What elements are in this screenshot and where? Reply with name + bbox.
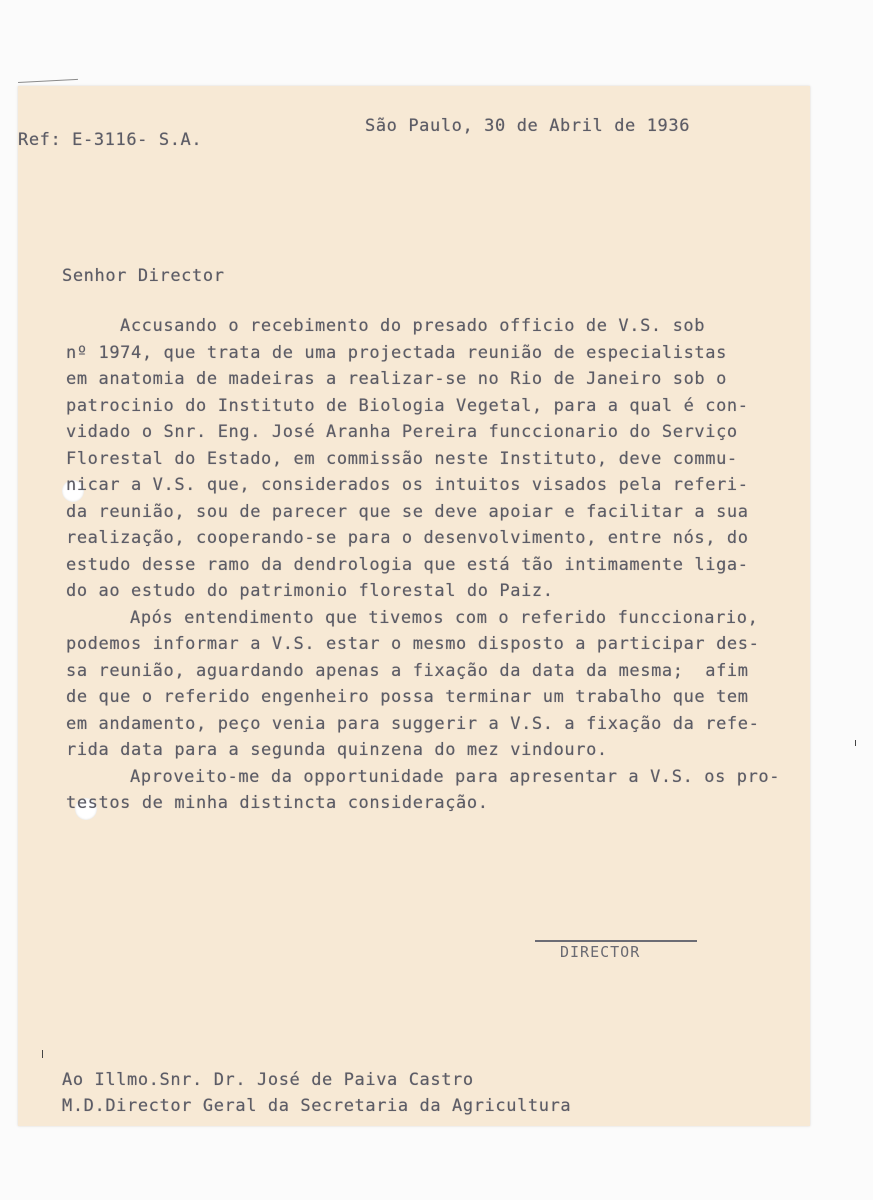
body-line: patrocinio do Instituto de Biologia Vegetal, para a qual é con-: [66, 396, 749, 416]
scan-mark: [855, 740, 856, 746]
addressee-title: M.D.Director Geral da Secretaria da Agricultura: [62, 1096, 572, 1116]
letter-date: São Paulo, 30 de Abril de 1936: [365, 116, 691, 136]
body-line: em andamento, peço venia para suggerir a V.S. a fixação da refe-: [66, 714, 760, 734]
body-line: sa reunião, aguardando apenas a fixação da data da mesma; afim: [66, 661, 749, 681]
scan-mark: [42, 1050, 43, 1058]
signature-title: DIRECTOR: [560, 943, 641, 961]
body-line: estudo desse ramo da dendrologia que está tão intimamente liga-: [66, 555, 749, 575]
addressee-name: Ao Illmo.Snr. Dr. José de Paiva Castro: [62, 1070, 474, 1090]
body-line: de que o referido engenheiro possa terminar um trabalho que tem: [66, 687, 749, 707]
body-line: vidado o Snr. Eng. José Aranha Pereira funccionario do Serviço: [66, 422, 738, 442]
body-line: rida data para a segunda quinzena do mez vindouro.: [66, 740, 608, 760]
body-line: Aproveito-me da opportunidade para apresentar a V.S. os pro-: [130, 767, 781, 787]
body-line: nº 1974, que trata de uma projectada reunião de especialistas: [66, 343, 727, 363]
signature-line: [535, 940, 697, 942]
body-line: em anatomia de madeiras a realizar-se no Rio de Janeiro sob o: [66, 369, 727, 389]
body-line: Florestal do Estado, em commissão neste Instituto, deve commu-: [66, 449, 738, 469]
body-line: nicar a V.S. que, considerados os intuitos visados pela referi-: [66, 475, 749, 495]
body-line: testos de minha distincta consideração.: [66, 793, 489, 813]
body-line: Após entendimento que tivemos com o referido funccionario,: [130, 608, 759, 628]
reference-number: Ref: E-3116- S.A.: [18, 130, 203, 150]
body-line: da reunião, sou de parecer que se deve apoiar e facilitar a sua: [66, 502, 749, 522]
body-line: realização, cooperando-se para o desenvolvimento, entre nós, do: [66, 528, 749, 548]
body-line: podemos informar a V.S. estar o mesmo disposto a participar des-: [66, 634, 760, 654]
body-line: Accusando o recebimento do presado officio de V.S. sob: [120, 316, 706, 336]
letter-sheet: [18, 86, 810, 1126]
body-line: do ao estudo do patrimonio florestal do Paiz.: [66, 581, 554, 601]
salutation: Senhor Director: [62, 266, 225, 286]
